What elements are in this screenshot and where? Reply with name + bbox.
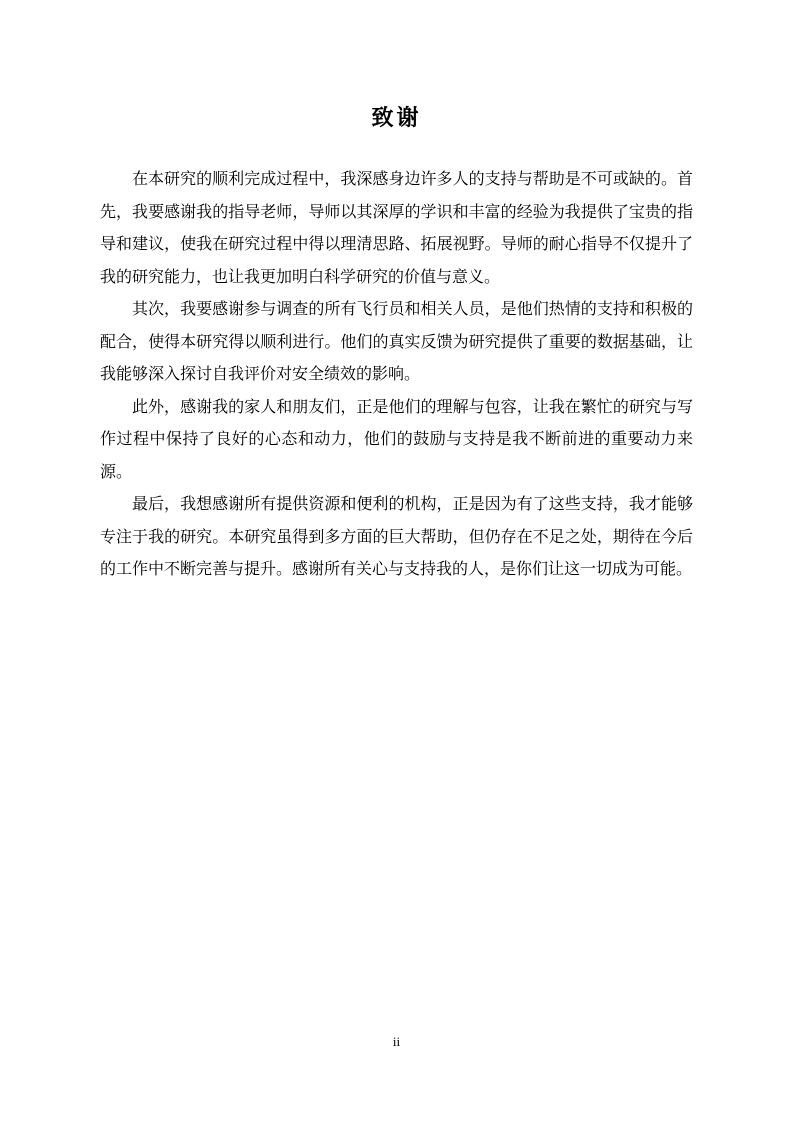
page-number: ii [392,1034,401,1049]
page-title: 致谢 [371,105,422,130]
paragraph-2: 其次，我要感谢参与调查的所有飞行员和相关人员，是他们热情的支持和积极的配合，使得本研究得以顺利进行。他们的真实反馈为研究提供了重要的数据基础，让我能够深入探讨自我评价对安全绩效的影响。 [100,301,693,383]
paragraph-4: 最后，我想感谢所有提供资源和便利的机构，正是因为有了这些支持，我才能够专注于我的研究。本研究虽得到多方面的巨大帮助，但仍存在不足之处，期待在今后的工作中不断完善与提升。感谢所有关心与支持我的人，是你们让这一切成为可能。 [100,496,693,578]
paragraph-1: 在本研究的顺利完成过程中，我深感身边许多人的支持与帮助是不可或缺的。首先，我要感谢我的指导老师，导师以其深厚的学识和丰富的经验为我提供了宝贵的指导和建议，使我在研究过程中得以理清思路、拓展视野。导师的耐心指导不仅提升了我的研究能力，也让我更加明白科学研究的价值与意义。 [100,171,693,286]
paragraph-3: 此外，感谢我的家人和朋友们，正是他们的理解与包容，让我在繁忙的研究与写作过程中保持了良好的心态和动力，他们的鼓励与支持是我不断前进的重要动力来源。 [100,398,693,481]
acknowledgements-body [100,164,693,587]
